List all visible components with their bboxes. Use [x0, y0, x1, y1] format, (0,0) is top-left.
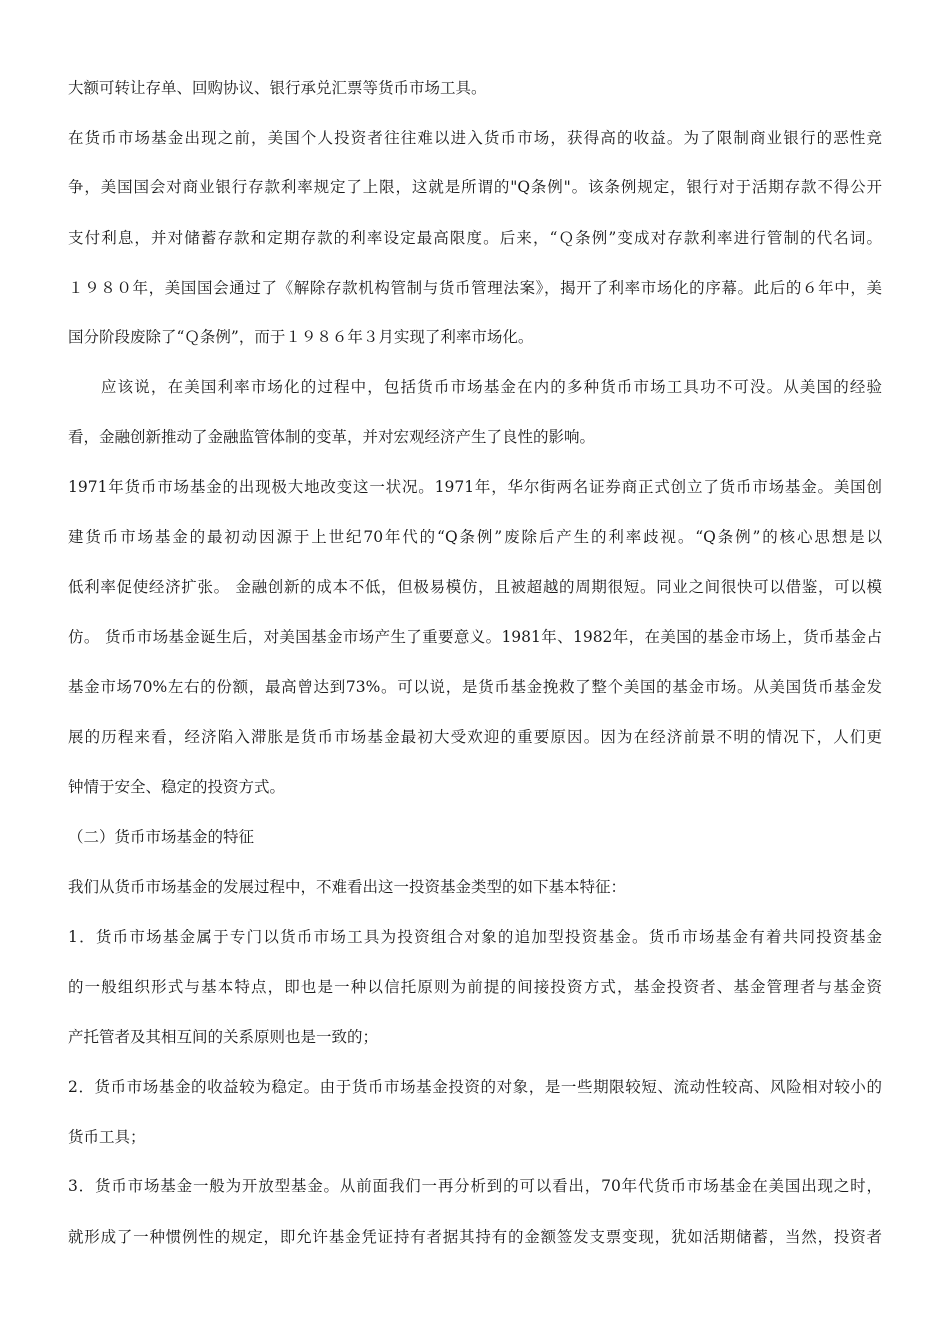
list-item-1: 1．货币市场基金属于专门以货币市场工具为投资组合对象的追加型投资基金。货币市场基金有着共同投资基金: [68, 928, 882, 946]
text-line: 就形成了一种惯例性的规定，即允许基金凭证持有者据其持有的金额签发支票变现，犹如活期储蓄，当然，投资者: [68, 1228, 882, 1246]
list-item-3: 3．货币市场基金一般为开放型基金。从前面我们一再分析到的可以看出，70年代货币市场基金在美国出现之时，: [68, 1177, 882, 1195]
text-line: 基金市场70%左右的份额，最高曾达到73%。可以说，是货币基金挽救了整个美国的基金市场。从美国货币基金发: [68, 678, 882, 696]
text-line: 国分阶段废除了“Ｑ条例”，而于１９８６年３月实现了利率市场化。: [68, 328, 534, 346]
text-line: 看，金融创新推动了金融监管体制的变革，并对宏观经济产生了良性的影响。: [68, 428, 596, 446]
text-line: 产托管者及其相互间的关系原则也是一致的；: [68, 1028, 379, 1046]
text-line: 1971年货币市场基金的出现极大地改变这一状况。1971年，华尔街两名证券商正式创立了货币市场基金。美国创: [68, 478, 882, 496]
text-line: 展的历程来看，经济陷入滞胀是货币市场基金最初大受欢迎的重要原因。因为在经济前景不明的情况下，人们更: [68, 728, 882, 746]
text-line: 的一般组织形式与基本特点，即也是一种以信托原则为前提的间接投资方式，基金投资者、基金管理者与基金资: [68, 978, 882, 996]
text-line: 仿。 货币市场基金诞生后，对美国基金市场产生了重要意义。1981年、1982年，在美国的基金市场上，货币基金占: [68, 628, 882, 646]
section-heading: （二）货币市场基金的特征: [68, 828, 255, 846]
text-line: 争，美国国会对商业银行存款利率规定了上限，这就是所谓的"Q条例"。该条例规定，银行对于活期存款不得公开: [68, 178, 882, 196]
text-line: 支付利息，并对储蓄存款和定期存款的利率设定最高限度。后来，“Ｑ条例”变成对存款利率进行管制的代名词。: [68, 229, 882, 247]
text-line: １９８０年，美国国会通过了《解除存款机构管制与货币管理法案》，揭开了利率市场化的序幕。此后的６年中，美: [68, 279, 882, 297]
text-line: 建货币市场基金的最初动因源于上世纪70年代的“Q条例”废除后产生的利率歧视。“Q条例”的核心思想是以: [68, 528, 882, 546]
text-line: 钟情于安全、稳定的投资方式。: [68, 778, 286, 796]
text-line: 货币工具；: [68, 1128, 146, 1146]
text-line: 低利率促使经济扩张。 金融创新的成本不低，但极易模仿，且被超越的周期很短。同业之间很快可以借鉴，可以模: [68, 578, 882, 596]
text-line: 在货币市场基金出现之前，美国个人投资者往往难以进入货币市场，获得高的收益。为了限制商业银行的恶性竞: [68, 129, 882, 147]
text-line: 大额可转让存单、回购协议、银行承兑汇票等货币市场工具。: [68, 79, 487, 97]
list-item-2: 2．货币市场基金的收益较为稳定。由于货币市场基金投资的对象，是一些期限较短、流动性较高、风险相对较小的: [68, 1078, 882, 1096]
text-line: 应该说，在美国利率市场化的过程中，包括货币市场基金在内的多种货币市场工具功不可没。从美国的经验: [101, 378, 882, 396]
text-line: 我们从货币市场基金的发展过程中，不难看出这一投资基金类型的如下基本特征：: [68, 878, 627, 896]
